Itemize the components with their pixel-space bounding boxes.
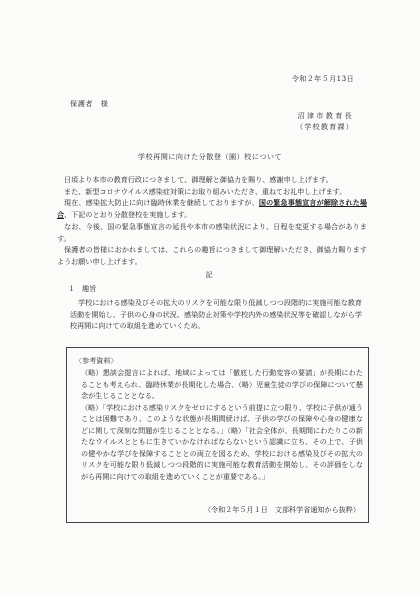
- paragraph: 日頃より本市の教育行政につきまして、御理解と御協力を賜り、感謝申し上げます。: [64, 175, 333, 184]
- document-title: 学校再開に向けた分散登（園）校について: [137, 152, 283, 161]
- paragraph: また、新型コロナウイルス感染症対策にお取り組みいただき、重ねてお礼申し上げます。: [64, 186, 347, 196]
- recipient: 保護者 様: [70, 99, 109, 108]
- paragraph: 保護者の皆様におかれましては、これらの趣旨につきまして御理解いただき、御協力賜りますようお願い申し上げます。: [57, 245, 367, 266]
- paragraph-notice: [57, 197, 367, 220]
- reference-paragraph: （略）懇談会提言によれば、地域によっては「徹底した行動変容の要請」が長期にわたることも考えられ、臨時休業が長期化した場合、（略）児童生徒の学びの保障について懸念が生じることとなる。: [81, 368, 363, 400]
- reference-box: [66, 347, 369, 523]
- body-text: [57, 174, 367, 268]
- reference-title: 〈参考資料〉: [75, 356, 118, 365]
- reference-paragraph: （略）「学校における感染リスクをゼロにするという前提に立つ限り、学校に子供が通うことは困難であり、このような状態が長期間続けば、子供の学びの保障や心身の健康などに関して深刻な問題が生じることとなる。」（略）「社会全体が、長期間にわたりこの新たなウイルスとともに生きていかなければならないという認識に立ち、その上で、子供の健やかな学びを保障することとの両立を図るため、学校における感染及びその拡大のリスクを可能な限り低減しつつ段階的に実施可能な教育活動を開始し、その評価をしながら再開に向けての取組を進めていくことが重要である。」: [81, 402, 363, 481]
- paragraph-text: 、下記のとおり分散登校を実施します。: [64, 210, 192, 220]
- section-body: 学校における感染及びその拡大のリスクを可能な限り低減しつつ段階的に実施可能な教育活動を開始し、子供の心身の状況、感染防止対策や学校内外の感染状況等を確認しながら学校再開に向けての取組を進めていくため。: [70, 298, 362, 331]
- sender-org: 沼津市教育長: [297, 111, 354, 120]
- reference-source: （令和２年５月１日 文部科学省通知から抜粋）: [203, 504, 360, 514]
- paragraph: なお、今後、国の緊急事態宣言の延長や本市の感染状況により、日程を変更する場合があります。: [57, 221, 367, 243]
- sender-dept: （学校教育課）: [295, 122, 354, 131]
- emphasis-text: 国の緊急事態宣言が解除された場合: [57, 198, 368, 220]
- section-heading: １ 趣旨: [68, 284, 97, 293]
- reference-text: [81, 367, 363, 482]
- paragraph-text: 現在、感染拡大防止に向け臨時休業を継続しておりますが、: [64, 198, 259, 208]
- document-date: 令和２年５月13日: [291, 74, 354, 83]
- ki-heading: 記: [205, 270, 215, 279]
